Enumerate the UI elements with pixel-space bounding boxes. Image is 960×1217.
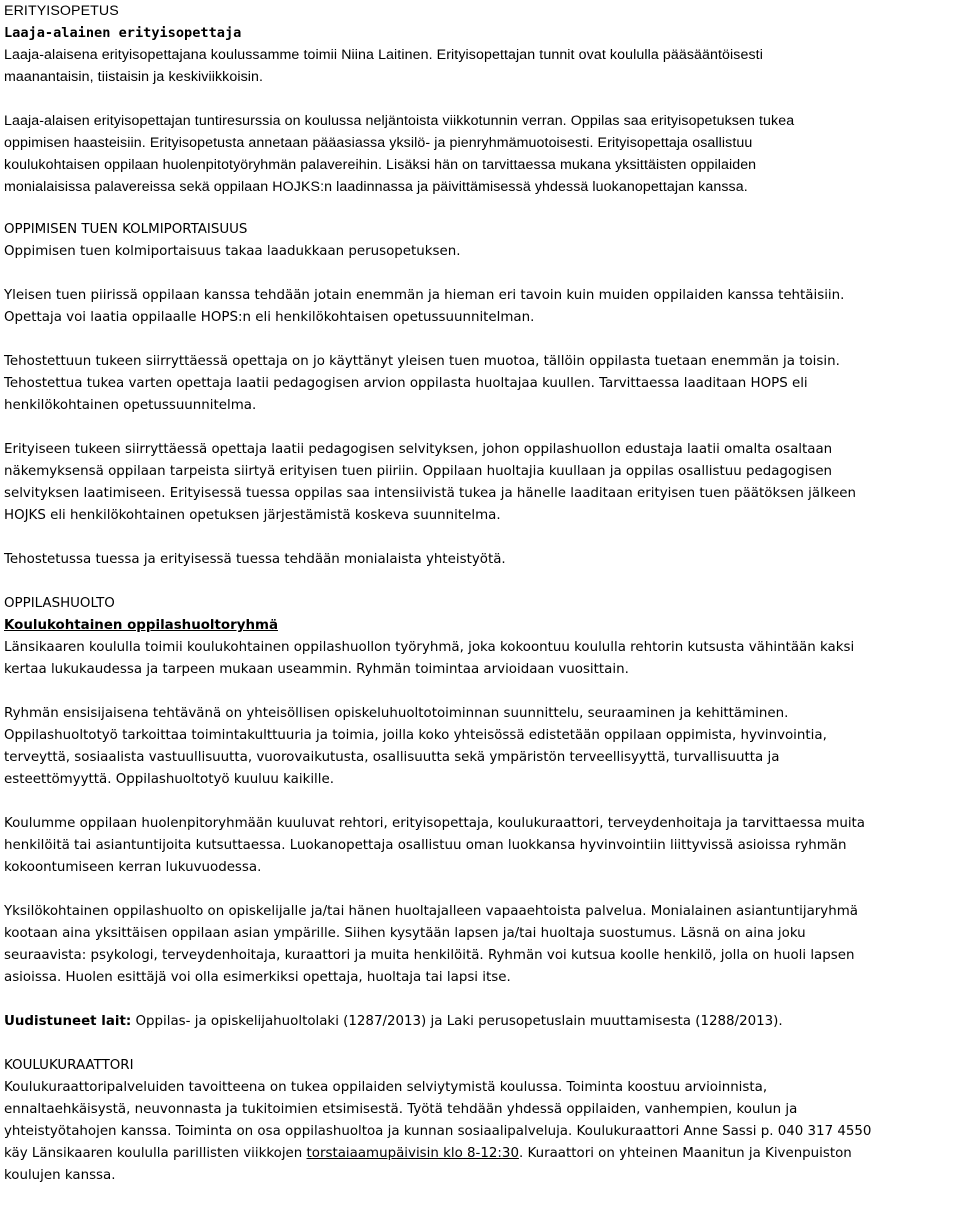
paragraph-line: HOJKS eli henkilökohtainen opetuksen järjestämistä koskeva suunnitelma. [4, 508, 501, 523]
paragraph-line: Länsikaaren koululla toimii koulukohtainen oppilashuollon työryhmä, joka kokoontuu koululla rehtorin kutsusta vähintään kaksi [4, 640, 855, 655]
paragraph-line: kokoontumiseen kerran lukuvuodessa. [4, 860, 262, 875]
paragraph-line: Laaja-alaisen erityisopettajan tuntiresurssia on koulussa neljäntoista viikkotunnin verran. Oppilas saa erityisopetuksen tukea [4, 113, 795, 129]
heading-kolmiportaisuus: OPPIMISEN TUEN KOLMIPORTAISUUS [4, 222, 248, 237]
paragraph-line: Yksilökohtainen oppilashuolto on opiskelijalle ja/tai hänen huoltajalleen vapaaehtoista palvelua. Monialainen asiantuntijaryhmä [4, 904, 858, 919]
paragraph-line: Oppimisen tuen kolmiportaisuus takaa laadukkaan perusopetuksen. [4, 244, 461, 259]
paragraph-line: näkemyksensä oppilaan tarpeista siirtyä erityisen tuen piiriin. Oppilaan huoltajia kuullaan ja oppilas osallistuu pedagogisen [4, 464, 833, 479]
section-kolmiportaisuus [4, 219, 954, 571]
section-oppilashuolto [4, 593, 954, 1033]
paragraph-line: Laaja-alaisena erityisopettajana koulussamme toimii Niina Laitinen. Erityisopettajan tunnit ovat koululla pääsääntöisesti [4, 47, 763, 63]
paragraph-line: Tehostettua tukea varten opettaja laatii pedagogisen arvion oppilasta huoltajaa kuullen. Tarvittaessa laaditaan HOPS eli [4, 376, 808, 391]
paragraph-line: yhteistyötahojen kanssa. Toiminta on osa oppilashuoltoa ja kunnan sosiaalipalveluja. Koulukuraattori Anne Sassi p. 040 317 4550 [4, 1124, 872, 1139]
paragraph-line: koulujen kanssa. [4, 1168, 116, 1183]
heading-erityisopetus: ERITYISOPETUS [4, 3, 119, 19]
paragraph-line: oppimisen haasteisiin. Erityisopetusta annetaan pääasiassa yksilö- ja pienryhmämuotoisesti. Erityisopettaja osallistuu [4, 135, 753, 151]
paragraph-line: koulukohtaisen oppilaan huolenpitotyöryhmän palavereihin. Lisäksi hän on tarvittaessa mukana yksittäisten oppilaiden [4, 157, 757, 173]
paragraph-line: seuraavista: psykologi, terveydenhoitaja, kuraattori ja muita henkilöitä. Ryhmän voi kutsua koolle henkilö, jolla on huoli lapsen [4, 948, 855, 963]
laws-line [4, 1011, 954, 1033]
paragraph-line: Tehostettuun tukeen siirryttäessä opettaja on jo käyttänyt yleisen tuen muotoa, tällöin oppilasta tuetaan enemmän ja toisin. [4, 354, 840, 369]
laws-text: Oppilas- ja opiskelijahuoltolaki (1287/2013) ja Laki perusopetuslain muuttamisesta (1288/2013). [131, 1014, 783, 1029]
paragraph-line: Koulumme oppilaan huolenpitoryhmään kuuluvat rehtori, erityisopettaja, koulukuraattori, terveydenhoitaja ja tarvittaessa muita [4, 816, 865, 831]
section-erityisopetus [4, 0, 954, 198]
heading-koulukuraattori: KOULUKURAATTORI [4, 1058, 134, 1073]
paragraph-line: henkilöitä tai asiantuntijoita kutsuttaessa. Luokanopettaja osallistuu oman luokkansa hyvinvointiin liittyvissä asioissa ryhmän [4, 838, 847, 853]
paragraph-line: asioissa. Huolen esittäjä voi olla esimerkiksi opettaja, huoltaja tai lapsi itse. [4, 970, 511, 985]
paragraph-line: terveyttä, sosiaalista vastuullisuutta, vuorovaikutusta, osallisuutta sekä ympäristön terveellisyyttä, turvallisuutta ja [4, 750, 780, 765]
paragraph-line: henkilökohtainen opetussuunnitelma. [4, 398, 257, 413]
paragraph-line: Ryhmän ensisijaisena tehtävänä on yhteisöllisen opiskeluhuoltotoiminnan suunnittelu, seuraaminen ja kehittäminen. [4, 706, 789, 721]
paragraph-line: esteettömyyttä. Oppilashuoltotyö kuuluu kaikille. [4, 772, 334, 787]
paragraph-line: kootaan aina yksittäisen oppilaan asian ympärille. Siihen kysytään lapsen ja/tai huoltaja suostumus. Läsnä on aina joku [4, 926, 806, 941]
paragraph-line: monialaisissa palavereissa sekä oppilaan HOJKS:n laadinnassa ja päivittämisessä yhdessä luokanopettajan kanssa. [4, 179, 748, 195]
paragraph-line [4, 1143, 954, 1165]
paragraph-line: Erityiseen tukeen siirryttäessä opettaja laatii pedagogisen selvityksen, johon oppilashuollon edustaja laatii omalta osaltaan [4, 442, 833, 457]
paragraph-line: Yleisen tuen piirissä oppilaan kanssa tehdään jotain enemmän ja hieman eri tavoin kuin muiden oppilaiden kanssa tehtäisiin. [4, 288, 845, 303]
laws-label: Uudistuneet lait: [4, 1014, 132, 1029]
paragraph-line: maanantaisin, tiistaisin ja keskiviikkoisin. [4, 69, 264, 85]
paragraph-line: Koulukuraattoripalveluiden tavoitteena on tukea oppilaiden selviytymistä koulussa. Toiminta koostuu arvioinnista, [4, 1080, 768, 1095]
paragraph-line: Tehostetussa tuessa ja erityisessä tuessa tehdään monialaista yhteistyötä. [4, 552, 506, 567]
paragraph-line: ennaltaehkäisystä, neuvonnasta ja tukitoimien etsimisestä. Työtä tehdään yhdessä oppilaiden, vanhempien, koulun ja [4, 1102, 798, 1117]
visiting-hours-link[interactable]: torstaiaamupäivisin klo 8-12:30 [306, 1146, 519, 1161]
line-text: . Kuraattori on yhteinen Maanitun ja Kivenpuiston [518, 1146, 852, 1161]
heading-oppilashuolto: OPPILASHUOLTO [4, 596, 115, 611]
paragraph-line: selvityksen laatimiseen. Erityisessä tuessa oppilas saa intensiivistä tukea ja hänelle laaditaan erityisen tuen päätöksen jälkeen [4, 486, 857, 501]
section-koulukuraattori [4, 1055, 954, 1187]
paragraph-line: Oppilashuoltotyö tarkoittaa toimintakulttuuria ja toimia, joilla koko yhteisössä edistetään oppilaan oppimista, hyvinvointia, [4, 728, 827, 743]
subheading-laaja-alainen: Laaja-alainen erityisopettaja [4, 25, 242, 41]
line-text: käy Länsikaaren koululla parillisten viikkojen [4, 1146, 307, 1161]
paragraph-line: Opettaja voi laatia oppilaalle HOPS:n eli henkilökohtaisen opetussuunnitelman. [4, 310, 535, 325]
paragraph-line: kertaa lukukaudessa ja tarpeen mukaan useammin. Ryhmän toimintaa arvioidaan vuosittain. [4, 662, 629, 677]
subheading-oppilashuoltoryhma: Koulukohtainen oppilashuoltoryhmä [4, 618, 278, 633]
